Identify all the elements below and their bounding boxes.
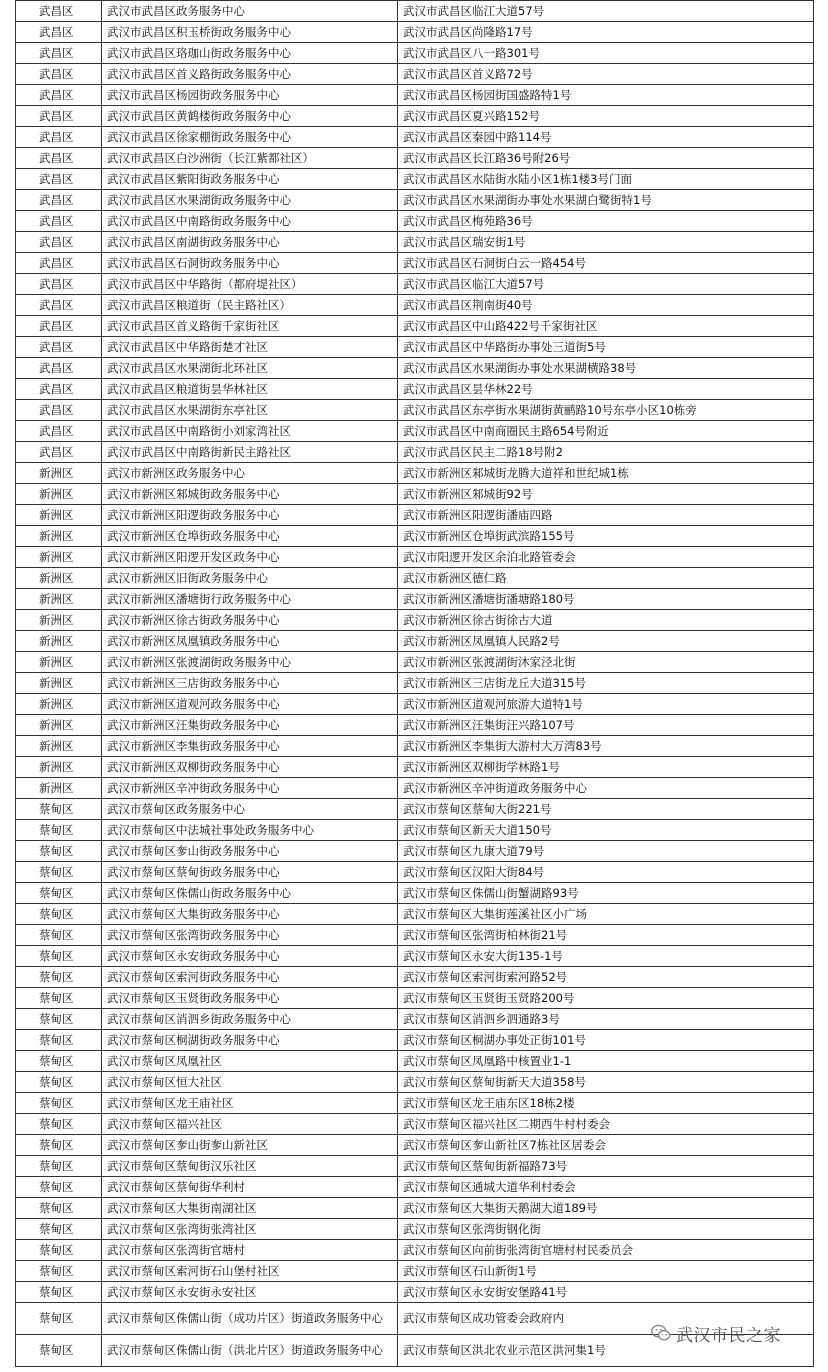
- table-row: [16, 400, 814, 421]
- district-cell: 新洲区: [16, 715, 102, 736]
- center-name-cell: 武汉市新洲区道观河政务服务中心: [102, 694, 398, 715]
- address-cell: 武汉市蔡甸区奓山新社区7栋社区居委会: [398, 1135, 814, 1156]
- district-cell: 新洲区: [16, 631, 102, 652]
- address-cell: 武汉市新洲区邾城街龙腾大道祥和世纪城1栋: [398, 463, 814, 484]
- center-name-cell: 武汉市武昌区积玉桥街政务服务中心: [102, 22, 398, 43]
- table-row: [16, 1282, 814, 1303]
- district-cell: 武昌区: [16, 316, 102, 337]
- address-cell: 武汉市武昌区秦园中路114号: [398, 127, 814, 148]
- center-name-cell: 武汉市新洲区阳逻街政务服务中心: [102, 505, 398, 526]
- address-cell: 武汉市新洲区潘塘街潘塘路180号: [398, 589, 814, 610]
- table-row: [16, 1, 814, 22]
- district-cell: 武昌区: [16, 22, 102, 43]
- center-name-cell: 武汉市蔡甸区恒大社区: [102, 1072, 398, 1093]
- address-cell: 武汉市武昌区水果湖街办事处水果湖白鹭街特1号: [398, 190, 814, 211]
- district-cell: 武昌区: [16, 253, 102, 274]
- table-row: [16, 85, 814, 106]
- table-row: [16, 1261, 814, 1282]
- address-cell: 武汉市蔡甸区洪北农业示范区洪河集1号: [398, 1335, 814, 1367]
- table-row: [16, 883, 814, 904]
- district-cell: 武昌区: [16, 64, 102, 85]
- center-name-cell: 武汉市新洲区政务服务中心: [102, 463, 398, 484]
- center-name-cell: 武汉市武昌区水果湖街北环社区: [102, 358, 398, 379]
- table-row: [16, 253, 814, 274]
- center-name-cell: 武汉市蔡甸区张湾街官塘村: [102, 1240, 398, 1261]
- table-row: [16, 1240, 814, 1261]
- address-cell: 武汉市蔡甸区张湾街钢化街: [398, 1219, 814, 1240]
- address-cell: 武汉市武昌区民主二路18号附2: [398, 442, 814, 463]
- center-name-cell: 武汉市武昌区徐家棚街政务服务中心: [102, 127, 398, 148]
- district-cell: 武昌区: [16, 1, 102, 22]
- district-cell: 新洲区: [16, 694, 102, 715]
- center-name-cell: 武汉市蔡甸区消泗乡街政务服务中心: [102, 1009, 398, 1030]
- address-cell: 武汉市新洲区邾城街92号: [398, 484, 814, 505]
- service-center-table: [15, 0, 814, 1367]
- table-row: [16, 22, 814, 43]
- district-cell: 新洲区: [16, 547, 102, 568]
- center-name-cell: 武汉市蔡甸区凤凰社区: [102, 1051, 398, 1072]
- address-cell: 武汉市蔡甸区汉阳大街84号: [398, 862, 814, 883]
- center-name-cell: 武汉市武昌区黄鹤楼街政务服务中心: [102, 106, 398, 127]
- center-name-cell: 武汉市新洲区旧街政务服务中心: [102, 568, 398, 589]
- district-cell: 蔡甸区: [16, 1030, 102, 1051]
- address-cell: 武汉市蔡甸区蔡甸大街221号: [398, 799, 814, 820]
- center-name-cell: 武汉市蔡甸区大集街南湖社区: [102, 1198, 398, 1219]
- address-cell: 武汉市蔡甸区石山新街1号: [398, 1261, 814, 1282]
- district-cell: 蔡甸区: [16, 1261, 102, 1282]
- table-row: [16, 127, 814, 148]
- center-name-cell: 武汉市武昌区中华路街楚才社区: [102, 337, 398, 358]
- table-row: [16, 463, 814, 484]
- table-row: [16, 904, 814, 925]
- district-cell: 蔡甸区: [16, 1009, 102, 1030]
- address-cell: 武汉市蔡甸区成功管委会政府内: [398, 1303, 814, 1335]
- address-cell: 武汉市新洲区双柳街学林路1号: [398, 757, 814, 778]
- table-row: [16, 610, 814, 631]
- table-row: [16, 1177, 814, 1198]
- district-cell: 新洲区: [16, 505, 102, 526]
- address-cell: 武汉市新洲区张渡湖街沐家泾北街: [398, 652, 814, 673]
- center-name-cell: 武汉市武昌区水果湖街政务服务中心: [102, 190, 398, 211]
- district-cell: 武昌区: [16, 358, 102, 379]
- table-row: [16, 925, 814, 946]
- district-cell: 蔡甸区: [16, 1051, 102, 1072]
- district-cell: 武昌区: [16, 127, 102, 148]
- center-name-cell: 武汉市武昌区杨园街政务服务中心: [102, 85, 398, 106]
- address-cell: 武汉市蔡甸区桐湖办事处正街101号: [398, 1030, 814, 1051]
- table-row: [16, 190, 814, 211]
- district-cell: 蔡甸区: [16, 1282, 102, 1303]
- address-cell: 武汉市蔡甸区福兴社区二期西牛村村委会: [398, 1114, 814, 1135]
- center-name-cell: 武汉市武昌区粮道街昙华林社区: [102, 379, 398, 400]
- address-cell: 武汉市武昌区昙华林22号: [398, 379, 814, 400]
- address-cell: 武汉市武昌区荆南街40号: [398, 295, 814, 316]
- district-cell: 武昌区: [16, 400, 102, 421]
- table-row: [16, 694, 814, 715]
- address-cell: 武汉市蔡甸区消泗乡泗通路3号: [398, 1009, 814, 1030]
- district-cell: 蔡甸区: [16, 988, 102, 1009]
- district-cell: 武昌区: [16, 148, 102, 169]
- center-name-cell: 武汉市武昌区首义路街政务服务中心: [102, 64, 398, 85]
- table-row: [16, 547, 814, 568]
- center-name-cell: 武汉市新洲区张渡湖街政务服务中心: [102, 652, 398, 673]
- center-name-cell: 武汉市蔡甸区张湾街政务服务中心: [102, 925, 398, 946]
- center-name-cell: 武汉市蔡甸区龙王庙社区: [102, 1093, 398, 1114]
- table-row: [16, 148, 814, 169]
- center-name-cell: 武汉市新洲区阳逻开发区政务中心: [102, 547, 398, 568]
- table-row: [16, 1093, 814, 1114]
- center-name-cell: 武汉市蔡甸区福兴社区: [102, 1114, 398, 1135]
- district-cell: 新洲区: [16, 778, 102, 799]
- district-cell: 蔡甸区: [16, 883, 102, 904]
- address-cell: 武汉市武昌区中山路422号千家街社区: [398, 316, 814, 337]
- center-name-cell: 武汉市蔡甸区永安街永安社区: [102, 1282, 398, 1303]
- table-row: [16, 967, 814, 988]
- district-cell: 武昌区: [16, 337, 102, 358]
- center-name-cell: 武汉市蔡甸区索河街政务服务中心: [102, 967, 398, 988]
- table-row: [16, 1198, 814, 1219]
- center-name-cell: 武汉市蔡甸区奓山街政务服务中心: [102, 841, 398, 862]
- table-row: [16, 568, 814, 589]
- district-cell: 武昌区: [16, 379, 102, 400]
- center-name-cell: 武汉市蔡甸区索河街石山堡村社区: [102, 1261, 398, 1282]
- address-cell: 武汉市武昌区东亭街水果湖街黄鹂路10号东亭小区10栋旁: [398, 400, 814, 421]
- district-cell: 武昌区: [16, 169, 102, 190]
- table-row: [16, 211, 814, 232]
- table-row: [16, 841, 814, 862]
- address-cell: 武汉市新洲区道观河旅游大道特1号: [398, 694, 814, 715]
- center-name-cell: 武汉市蔡甸区大集街政务服务中心: [102, 904, 398, 925]
- address-cell: 武汉市武昌区瑞安街1号: [398, 232, 814, 253]
- center-name-cell: 武汉市蔡甸区蔡甸街政务服务中心: [102, 862, 398, 883]
- center-name-cell: 武汉市武昌区珞珈山街政务服务中心: [102, 43, 398, 64]
- address-cell: 武汉市蔡甸区向前街张湾街官塘村村民委员会: [398, 1240, 814, 1261]
- district-cell: 武昌区: [16, 190, 102, 211]
- table-row: [16, 673, 814, 694]
- center-name-cell: 武汉市蔡甸区奓山街奓山新社区: [102, 1135, 398, 1156]
- district-cell: 蔡甸区: [16, 1072, 102, 1093]
- address-cell: 武汉市蔡甸区新天大道150号: [398, 820, 814, 841]
- center-name-cell: 武汉市蔡甸区侏儒山街政务服务中心: [102, 883, 398, 904]
- table-row: [16, 736, 814, 757]
- table-row: [16, 1072, 814, 1093]
- address-cell: 武汉市新洲区李集街大游村大万湾83号: [398, 736, 814, 757]
- table-row: [16, 778, 814, 799]
- table-row: [16, 946, 814, 967]
- table-body: [16, 1, 814, 1367]
- address-cell: 武汉市蔡甸区大集街天鹅湖大道189号: [398, 1198, 814, 1219]
- center-name-cell: 武汉市蔡甸区中法城社事处政务服务中心: [102, 820, 398, 841]
- address-cell: 武汉市武昌区水果湖街办事处水果湖横路38号: [398, 358, 814, 379]
- center-name-cell: 武汉市武昌区政务服务中心: [102, 1, 398, 22]
- district-cell: 蔡甸区: [16, 1303, 102, 1335]
- address-cell: 武汉市蔡甸区永安街安堡路41号: [398, 1282, 814, 1303]
- table-row: [16, 421, 814, 442]
- district-cell: 蔡甸区: [16, 820, 102, 841]
- center-name-cell: 武汉市蔡甸区政务服务中心: [102, 799, 398, 820]
- address-cell: 武汉市武昌区石洞街白云一路454号: [398, 253, 814, 274]
- district-cell: 蔡甸区: [16, 925, 102, 946]
- table-row: [16, 799, 814, 820]
- district-cell: 新洲区: [16, 568, 102, 589]
- center-name-cell: 武汉市蔡甸区侏儒山街（洪北片区）街道政务服务中心: [102, 1335, 398, 1367]
- center-name-cell: 武汉市新洲区辛冲街政务服务中心: [102, 778, 398, 799]
- center-name-cell: 武汉市武昌区石洞街政务服务中心: [102, 253, 398, 274]
- address-cell: 武汉市新洲区汪集街汪兴路107号: [398, 715, 814, 736]
- table-row: [16, 715, 814, 736]
- table-row: [16, 526, 814, 547]
- address-cell: 武汉市武昌区夏兴路152号: [398, 106, 814, 127]
- address-cell: 武汉市新洲区三店街龙丘大道315号: [398, 673, 814, 694]
- center-name-cell: 武汉市蔡甸区永安街政务服务中心: [102, 946, 398, 967]
- address-cell: 武汉市蔡甸区玉贤街玉贤路200号: [398, 988, 814, 1009]
- address-cell: 武汉市武昌区杨园街国盛路特1号: [398, 85, 814, 106]
- center-name-cell: 武汉市新洲区双柳街政务服务中心: [102, 757, 398, 778]
- district-cell: 蔡甸区: [16, 841, 102, 862]
- district-cell: 蔡甸区: [16, 967, 102, 988]
- district-cell: 蔡甸区: [16, 799, 102, 820]
- district-cell: 武昌区: [16, 274, 102, 295]
- district-cell: 新洲区: [16, 652, 102, 673]
- table-row: [16, 169, 814, 190]
- center-name-cell: 武汉市武昌区中南路街新民主路社区: [102, 442, 398, 463]
- table-row: [16, 1156, 814, 1177]
- district-cell: 武昌区: [16, 421, 102, 442]
- table-row: [16, 64, 814, 85]
- address-cell: 武汉市蔡甸区索河街索河路52号: [398, 967, 814, 988]
- address-cell: 武汉市蔡甸区蔡甸街新福路73号: [398, 1156, 814, 1177]
- address-cell: 武汉市武昌区临江大道57号: [398, 1, 814, 22]
- district-cell: 武昌区: [16, 442, 102, 463]
- table-row: [16, 295, 814, 316]
- table-row: [16, 316, 814, 337]
- address-cell: 武汉市新洲区徐古街徐古大道: [398, 610, 814, 631]
- center-name-cell: 武汉市武昌区首义路街千家街社区: [102, 316, 398, 337]
- wechat-icon: [650, 1322, 672, 1344]
- address-cell: 武汉市阳逻开发区余泊北路管委会: [398, 547, 814, 568]
- center-name-cell: 武汉市新洲区凤凰镇政务服务中心: [102, 631, 398, 652]
- district-cell: 武昌区: [16, 211, 102, 232]
- district-cell: 蔡甸区: [16, 1114, 102, 1135]
- center-name-cell: 武汉市新洲区李集街政务服务中心: [102, 736, 398, 757]
- address-cell: 武汉市蔡甸区凤凰路中核置业1-1: [398, 1051, 814, 1072]
- center-name-cell: 武汉市蔡甸区桐湖街政务服务中心: [102, 1030, 398, 1051]
- district-cell: 武昌区: [16, 232, 102, 253]
- table-row: [16, 232, 814, 253]
- center-name-cell: 武汉市武昌区中华路街（都府堤社区）: [102, 274, 398, 295]
- table-row: [16, 862, 814, 883]
- address-cell: 武汉市蔡甸区通城大道华利村委会: [398, 1177, 814, 1198]
- center-name-cell: 武汉市蔡甸区张湾街张湾社区: [102, 1219, 398, 1240]
- table-row: [16, 1219, 814, 1240]
- address-cell: 武汉市武昌区长江路36号附26号: [398, 148, 814, 169]
- table-row: [16, 757, 814, 778]
- address-cell: 武汉市武昌区水陆街水陆小区1栋1楼3号门面: [398, 169, 814, 190]
- district-cell: 新洲区: [16, 736, 102, 757]
- table-row: [16, 505, 814, 526]
- district-cell: 新洲区: [16, 484, 102, 505]
- address-cell: 武汉市武昌区中华路街办事处三道街5号: [398, 337, 814, 358]
- address-cell: 武汉市蔡甸区大集街莲溪社区小广场: [398, 904, 814, 925]
- district-cell: 武昌区: [16, 85, 102, 106]
- district-cell: 新洲区: [16, 589, 102, 610]
- center-name-cell: 武汉市武昌区白沙洲街（长江紫都社区）: [102, 148, 398, 169]
- district-cell: 蔡甸区: [16, 1156, 102, 1177]
- district-cell: 武昌区: [16, 295, 102, 316]
- address-cell: 武汉市蔡甸区侏儒山街蟹湖路93号: [398, 883, 814, 904]
- district-cell: 蔡甸区: [16, 1093, 102, 1114]
- table-row: [16, 442, 814, 463]
- table-row: [16, 358, 814, 379]
- table-row: [16, 1135, 814, 1156]
- center-name-cell: 武汉市武昌区中南路街小刘家湾社区: [102, 421, 398, 442]
- district-cell: 蔡甸区: [16, 1135, 102, 1156]
- address-cell: 武汉市蔡甸区永安大街135-1号: [398, 946, 814, 967]
- address-cell: 武汉市新洲区阳逻街潘庙四路: [398, 505, 814, 526]
- center-name-cell: 武汉市新洲区仓埠街政务服务中心: [102, 526, 398, 547]
- district-cell: 蔡甸区: [16, 1335, 102, 1367]
- table-row: [16, 1030, 814, 1051]
- table-row: [16, 1051, 814, 1072]
- address-cell: 武汉市武昌区临江大道57号: [398, 274, 814, 295]
- center-name-cell: 武汉市武昌区水果湖街东亭社区: [102, 400, 398, 421]
- district-cell: 蔡甸区: [16, 1177, 102, 1198]
- address-cell: 武汉市新洲区仓埠街武滨路155号: [398, 526, 814, 547]
- table-row: [16, 484, 814, 505]
- district-cell: 武昌区: [16, 106, 102, 127]
- district-cell: 蔡甸区: [16, 946, 102, 967]
- table-row: [16, 820, 814, 841]
- district-cell: 蔡甸区: [16, 1240, 102, 1261]
- center-name-cell: 武汉市蔡甸区蔡甸街华利村: [102, 1177, 398, 1198]
- address-cell: 武汉市蔡甸区蔡甸街新天大道358号: [398, 1072, 814, 1093]
- address-cell: 武汉市武昌区八一路301号: [398, 43, 814, 64]
- center-name-cell: 武汉市新洲区潘塘街行政务服务中心: [102, 589, 398, 610]
- table-row: [16, 1114, 814, 1135]
- center-name-cell: 武汉市武昌区南湖街政务服务中心: [102, 232, 398, 253]
- district-cell: 新洲区: [16, 757, 102, 778]
- district-cell: 武昌区: [16, 43, 102, 64]
- center-name-cell: 武汉市武昌区中南路街政务服务中心: [102, 211, 398, 232]
- table-row: [16, 988, 814, 1009]
- address-cell: 武汉市蔡甸区龙王庙东区18栋2楼: [398, 1093, 814, 1114]
- table-row: [16, 652, 814, 673]
- district-cell: 新洲区: [16, 673, 102, 694]
- table-row: [16, 337, 814, 358]
- district-cell: 新洲区: [16, 463, 102, 484]
- district-cell: 新洲区: [16, 610, 102, 631]
- table-row: [16, 589, 814, 610]
- center-name-cell: 武汉市新洲区三店街政务服务中心: [102, 673, 398, 694]
- table-row: [16, 274, 814, 295]
- center-name-cell: 武汉市蔡甸区玉贤街政务服务中心: [102, 988, 398, 1009]
- table-row: [16, 106, 814, 127]
- address-cell: 武汉市新洲区辛冲街道政务服务中心: [398, 778, 814, 799]
- center-name-cell: 武汉市武昌区紫阳街政务服务中心: [102, 169, 398, 190]
- center-name-cell: 武汉市新洲区邾城街政务服务中心: [102, 484, 398, 505]
- district-cell: 蔡甸区: [16, 904, 102, 925]
- center-name-cell: 武汉市武昌区粮道街（民主路社区）: [102, 295, 398, 316]
- center-name-cell: 武汉市新洲区徐古街政务服务中心: [102, 610, 398, 631]
- address-cell: 武汉市武昌区梅苑路36号: [398, 211, 814, 232]
- table-row: [16, 379, 814, 400]
- district-cell: 新洲区: [16, 526, 102, 547]
- center-name-cell: 武汉市新洲区汪集街政务服务中心: [102, 715, 398, 736]
- address-cell: 武汉市蔡甸区张湾街柏林街21号: [398, 925, 814, 946]
- district-cell: 蔡甸区: [16, 1198, 102, 1219]
- table-row: [16, 43, 814, 64]
- address-cell: 武汉市新洲区德仁路: [398, 568, 814, 589]
- watermark-text: 武汉市民之家: [676, 1325, 781, 1346]
- district-cell: 蔡甸区: [16, 862, 102, 883]
- center-name-cell: 武汉市蔡甸区侏儒山街（成功片区）街道政务服务中心: [102, 1303, 398, 1335]
- address-cell: 武汉市新洲区凤凰镇人民路2号: [398, 631, 814, 652]
- address-cell: 武汉市武昌区首义路72号: [398, 64, 814, 85]
- table-row: [16, 1009, 814, 1030]
- watermark: [650, 1320, 820, 1346]
- table-row: [16, 631, 814, 652]
- district-cell: 蔡甸区: [16, 1219, 102, 1240]
- center-name-cell: 武汉市蔡甸区蔡甸街汉乐社区: [102, 1156, 398, 1177]
- address-cell: 武汉市武昌区尚隆路17号: [398, 22, 814, 43]
- address-cell: 武汉市蔡甸区九康大道79号: [398, 841, 814, 862]
- address-cell: 武汉市武昌区中南商圈民主路654号附近: [398, 421, 814, 442]
